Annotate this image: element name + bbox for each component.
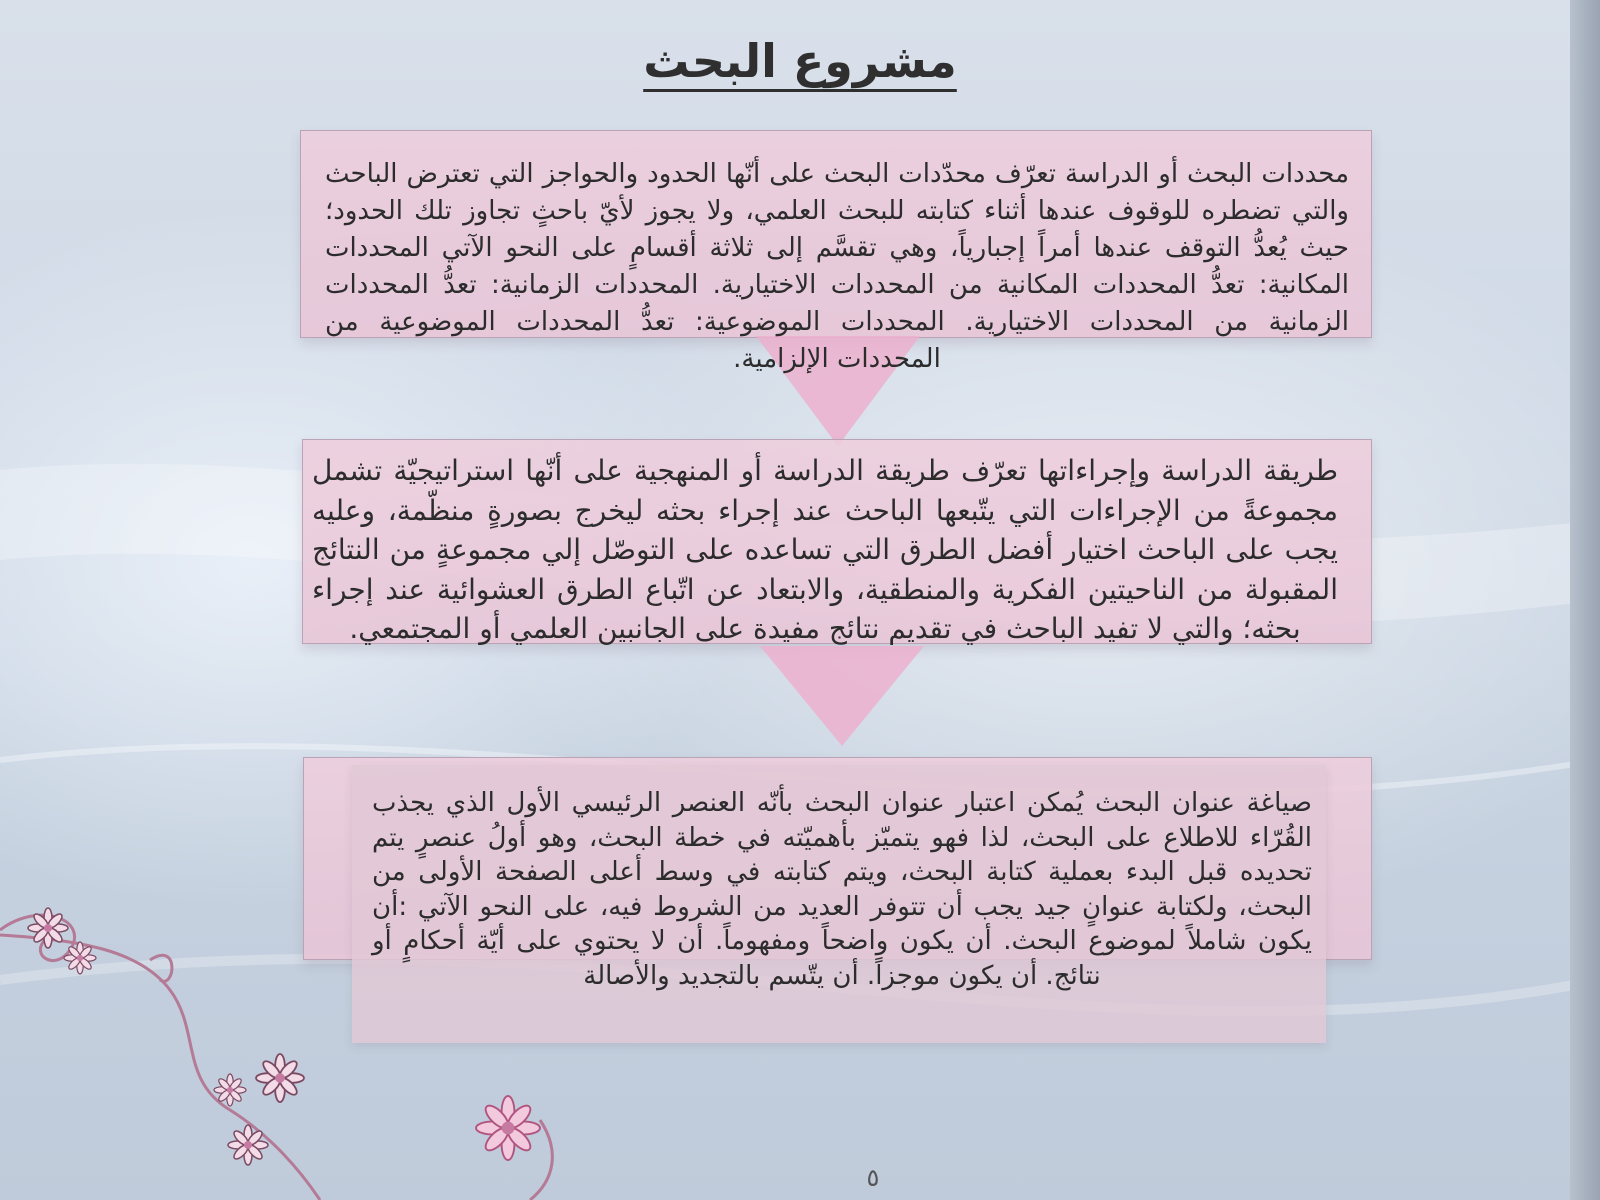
section-text-title: صياغة عنوان البحث يُمكن اعتبار عنوان البحث بأنّه العنصر الرئيسي الأول الذي يجذب القُرّاء للاطلاع على البحث، لذا فهو يتميّز بأهميّته في خطة البحث، وهو أولُ عنصرٍ يتم تحديده قبل البدء بعملية كتابة البحث، ويتم كتابته في وسط أعلى الصفحة الأولى من البحث، ولكتابة عنوانٍ جيد يجب أن تتوفر العديد من الشروط فيه، على النحو الآتي :أن يكون شاملاً لموضوع البحث. أن يكون واضحاً ومفهوماً. أن لا يحتوي على أيّة أحكامٍ أو نتائج. أن يكون موجزاً. أن يتّسم بالتجديد والأصالة — [372, 788, 1312, 991]
flower-icon — [256, 1054, 304, 1102]
section-text-method: طريقة الدراسة وإجراءاتها تعرّف طريقة الدراسة أو المنهجية على أنّها استراتيجيّة تشمل مجموعةً من الإجراءات التي يتّبعها الباحث عند إجراء بحثه ليخرج بصورةٍ منظّمة، وعليه يجب على الباحث اختيار أفضل الطرق التي تساعده على التوصّل إلي مجموعةٍ من النتائج المقبولة من الناحيتين الفكرية والمنطقية، والابتعاد عن اتّباع الطرق العشوائية عند إجراء بحثه؛ والتي لا تفيد الباحث في تقديم نتائج مفيدة على الجانبين العلمي أو المجتمعي. — [312, 454, 1338, 645]
down-arrow-icon — [760, 646, 924, 746]
slide-title: مشروع البحث — [643, 34, 957, 88]
flower-icon — [476, 1096, 540, 1160]
screen-bezel — [1570, 0, 1600, 1200]
page-number: ٥ — [866, 1164, 880, 1192]
floral-decoration — [0, 880, 600, 1200]
flower-icon — [228, 1125, 268, 1165]
section-text-limits: محددات البحث أو الدراسة تعرّف محدّدات البحث على أنّها الحدود والحواجز التي تعترض الباحث والتي تضطره للوقوف عندها أثناء كتابته للبحث العلمي، ولا يجوز لأيّ باحثٍ تجاوز تلك الحدود؛ حيث يُعدُّ التوقف عندها أمراً إجبارياً، وهي تقسَّم إلى ثلاثة أقسامٍ على النحو الآتي المحددات المكانية: تعدُّ المحددات المكانية من المحددات الاختيارية. المحددات الزمانية: تعدُّ المحددات الزمانية من المحددات الاختيارية. المحددات الموضوعية: تعدُّ المحددات الموضوعية من المحددات الإلزامية. — [325, 159, 1349, 374]
